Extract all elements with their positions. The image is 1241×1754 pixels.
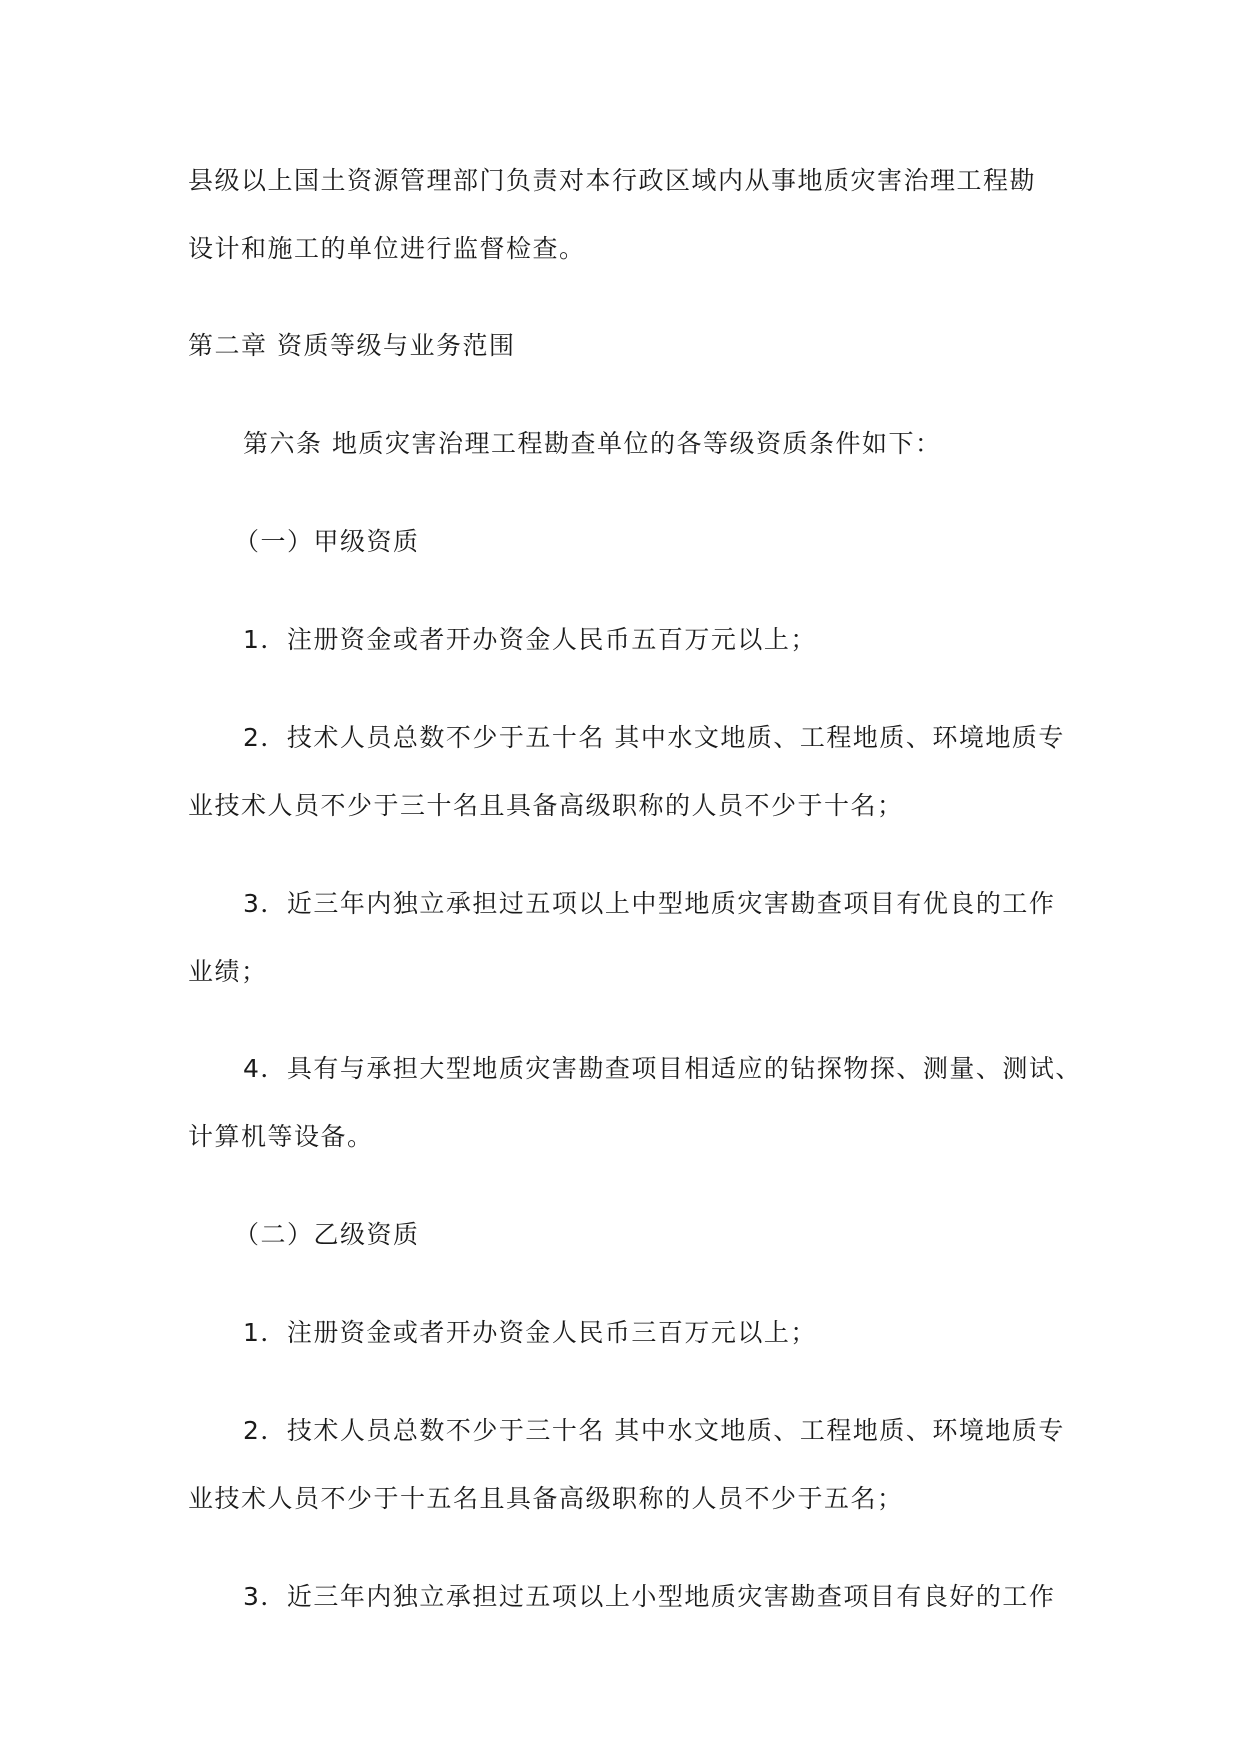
list-item: 3．近三年内独立承担过五项以上小型地质灾害勘查项目有良好的工作 [243, 1582, 1056, 1611]
list-item-continuation: 计算机等设备。 [188, 1122, 374, 1151]
section-heading: （二）乙级资质 [234, 1220, 420, 1249]
chapter-heading: 第二章 资质等级与业务范围 [188, 331, 516, 360]
list-item: 4．具有与承担大型地质灾害勘查项目相适应的钻探物探、测量、测试、 [243, 1054, 1082, 1083]
list-item: 3．近三年内独立承担过五项以上中型地质灾害勘查项目有优良的工作 [243, 889, 1056, 918]
list-item: 2．技术人员总数不少于三十名 其中水文地质、工程地质、环境地质专 [243, 1416, 1065, 1445]
list-item: 1．注册资金或者开办资金人民币三百万元以上； [243, 1318, 817, 1347]
paragraph-line: 设计和施工的单位进行监督检查。 [188, 234, 586, 263]
list-item-continuation: 业技术人员不少于十五名且具备高级职称的人员不少于五名； [188, 1484, 904, 1513]
list-item: 2．技术人员总数不少于五十名 其中水文地质、工程地质、环境地质专 [243, 723, 1065, 752]
section-heading: （一）甲级资质 [234, 527, 420, 556]
paragraph-line: 县级以上国土资源管理部门负责对本行政区域内从事地质灾害治理工程勘 [188, 166, 1037, 195]
article-heading: 第六条 地质灾害治理工程勘查单位的各等级资质条件如下： [243, 429, 942, 458]
list-item-continuation: 业绩； [188, 957, 268, 986]
list-item: 1．注册资金或者开办资金人民币五百万元以上； [243, 625, 817, 654]
list-item-continuation: 业技术人员不少于三十名且具备高级职称的人员不少于十名； [188, 791, 904, 820]
